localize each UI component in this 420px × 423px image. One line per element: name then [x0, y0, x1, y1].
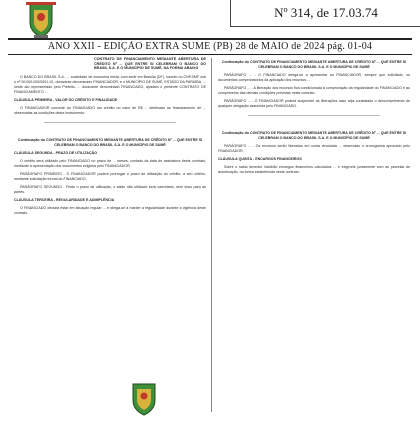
continuation-heading: Continuação do CONTRATO DE FINANCIAMENTO MEDIANTE ABERTURA DE CRÉDITO Nº ... QUE ENTRE SI CELEBRAM O BANCO DO BRASIL S.A. E O MUNICÍPIO DE SUMÉ — [221, 131, 407, 140]
edition-line: ANO XXII - EDIÇÃO EXTRA SUMÉ (PB) 28 de MAIO de 2024 pág. 01-04 — [47, 41, 373, 52]
continuation-heading: Continuação do CONTRATO DE FINANCIAMENTO MEDIANTE ABERTURA DE CRÉDITO Nº ... QUE ENTRE SI CELEBRAM O BANCO DO BRASIL S.A. E O MUNICÍPIO DE SUMÉ — [17, 137, 203, 147]
section-separator — [248, 115, 380, 116]
paragraph: PARÁGRAFO SEGUNDO - Findo o prazo de utilização, o saldo não utilizado será cancelado, sem ônus para as partes. — [14, 184, 206, 194]
paragraph: O crédito será utilizado pelo FINANCIADO no prazo de ... meses, contado da data de assinatura deste contrato, mediante a apresentação dos documentos exigidos pelo FINANCIADOR. — [14, 158, 206, 168]
continuation-heading: Continuação do CONTRATO DE FINANCIAMENTO MEDIANTE ABERTURA DE CRÉDITO Nº ... QUE ENTRE SI CELEBRAM O BANCO DO BRASIL S.A. E O MUNICÍPIO DE SUMÉ — [221, 60, 407, 69]
paragraph: PARÁGRAFO ... - O FINANCIADOR poderá suspender as liberações caso seja constatado o descumprimento de qualquer obrigação assumida pelo FINANCIADO. — [218, 99, 410, 108]
section-separator — [44, 122, 176, 123]
masthead — [0, 0, 420, 40]
clause-heading: CLÁUSULA QUINTA - ENCARGOS FINANCEIROS — [218, 157, 302, 161]
municipal-coat-of-arms — [20, 0, 62, 40]
left-column — [14, 57, 206, 420]
paragraph: O FINANCIADOR concede ao FINANCIADO um crédito no valor de R$ ... destinado ao financiamento de ... observadas as condições deste instrumento. — [14, 105, 206, 115]
clause-heading: CLÁUSULA SEGUNDA - PRAZO DE UTILIZAÇÃO — [14, 150, 97, 155]
footer-coat-of-arms — [124, 382, 164, 418]
registration-number: Nº 314, de 17.03.74 — [274, 5, 378, 20]
paragraph: O BANCO DO BRASIL S.A., ... sociedade de economia mista, com sede em Brasília (DF), inscrito no CNPJ/MF sob o nº 00.000.000/0001-91, doravante denominado FINANCIADOR, e o MUNICÍPIO DE SUMÉ, ESTADO DA PARAÍBA, ... neste ato representado pelo Prefeito, ... doravante denominado FINANCIADO, ajustam o presente CONTRATO DE FINANCIAMENTO ... — [14, 74, 206, 94]
paragraph: PARÁGRAFO ... - O FINANCIADO obriga-se a apresentar ao FINANCIADOR, sempre que solicitado, os documentos comprobatórios da aplicação dos recursos ... — [218, 73, 410, 82]
paragraph: PARÁGRAFO PRIMEIRO - O FINANCIADOR poderá prorrogar o prazo de utilização do crédito, a seu critério, mediante solicitação formal do FINANCIADO. — [14, 171, 206, 181]
column-divider — [211, 58, 212, 412]
contract-header: CONTRATO DE FINANCIAMENTO MEDIANTE ABERTURA DE CRÉDITO Nº ... QUE ENTRE SI CELEBRAM O BANCO DO BRASIL S.A. E O MUNICÍPIO DE SUMÉ, NA FORMA ABAIXO — [94, 57, 206, 71]
edition-rule — [8, 54, 412, 55]
clause-heading: CLÁUSULA PRIMEIRA - VALOR DO CRÉDITO E FINALIDADE — [14, 97, 118, 102]
top-rule — [8, 38, 412, 40]
paragraph: O FINANCIADO declara estar em situação regular ... e obriga-se a manter a regularidade durante a vigência deste contrato. — [14, 205, 206, 215]
paragraph: Sobre o saldo devedor incidirão encargos financeiros calculados ... e exigíveis juntamente com as parcelas de amortização, na forma estabelecida neste contrato. — [218, 165, 410, 174]
paragraph: PARÁGRAFO ... - Os recursos serão liberados em conta vinculada ... observado o cronograma aprovado pelo FINANCIADOR. — [218, 144, 410, 153]
clause-heading: CLÁUSULA TERCEIRA - REGULARIDADE E ADIMPLÊNCIA — [14, 197, 115, 202]
registration-number-box — [230, 0, 420, 27]
paragraph: PARÁGRAFO ... - A liberação dos recursos fica condicionada à comprovação da regularidade do FINANCIADO e ao cumprimento das demais condições previstas neste contrato. — [218, 86, 410, 95]
right-column — [218, 57, 410, 420]
